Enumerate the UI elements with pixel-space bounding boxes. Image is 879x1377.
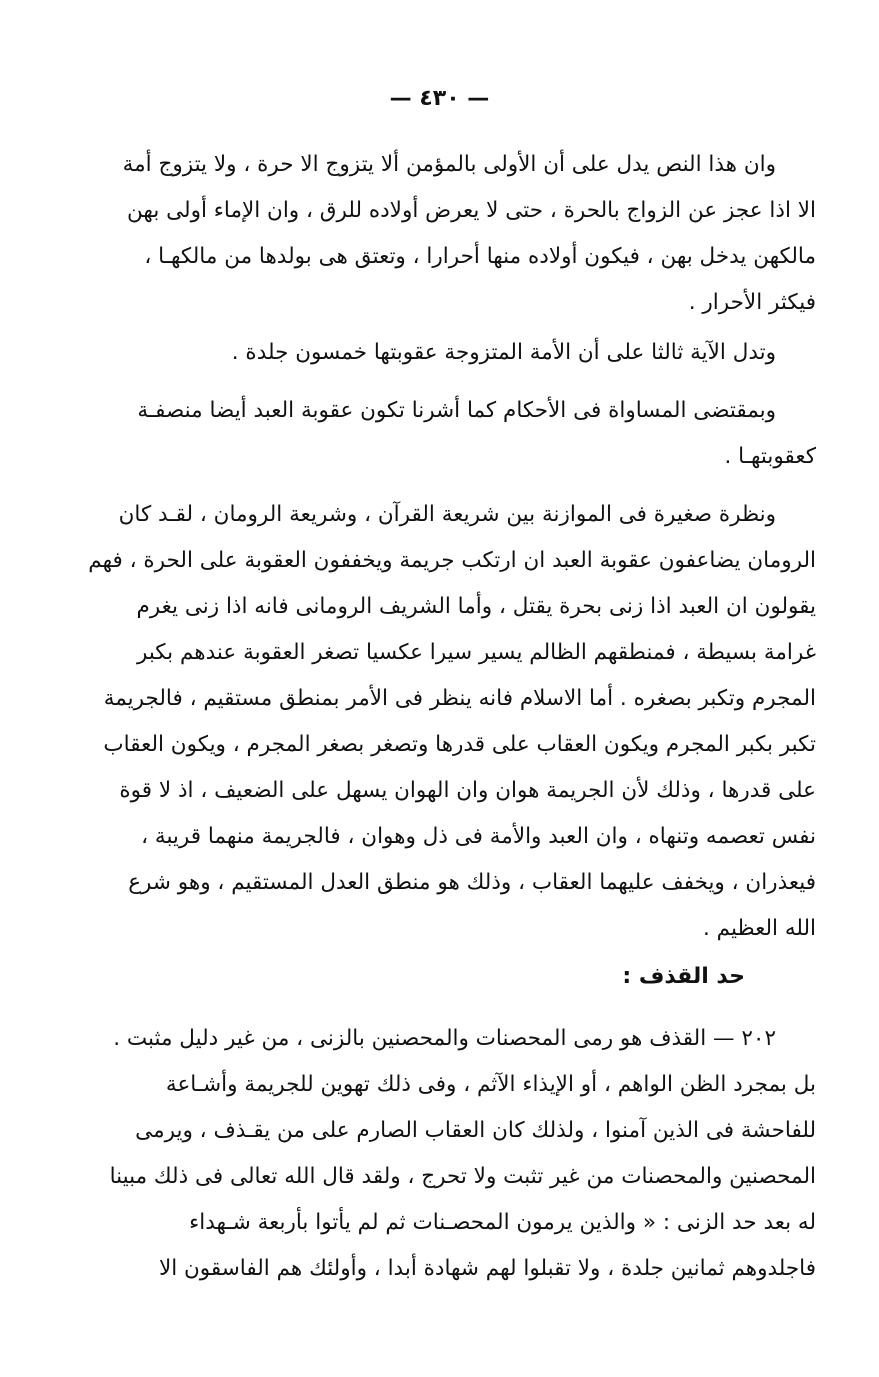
page-number: — ٤٣٠ — xyxy=(389,86,490,111)
text-line: الرومان يضاعفون عقوبة العبد ان ارتكب جريمة ويخففون العقوبة على الحرة ، فهم xyxy=(88,548,816,573)
text-line: الا اذا عجز عن الزواج بالحرة ، حتى لا يعرض أولاده للرق ، وان الإماء أولى بهن xyxy=(127,198,816,223)
paragraph-4 xyxy=(72,492,816,952)
paragraph-3 xyxy=(72,388,816,480)
text-line: يقولون ان العبد اذا زنى بحرة يقتل ، وأما الشريف الرومانى فانه اذا زنى يغرم xyxy=(136,594,816,619)
text-line: بل بمجرد الظن الواهم ، أو الإيذاء الآثم ، وفى ذلك تهوين للجريمة وأشـاعة xyxy=(165,1072,816,1097)
text-line: للفاحشة فى الذين آمنوا ، ولذلك كان العقاب الصارم على من يقـذف ، ويرمى xyxy=(135,1118,816,1143)
paragraph-5 xyxy=(72,1016,816,1292)
text-line: وتدل الآية ثالثا على أن الأمة المتزوجة عقوبتها خمسون جلدة . xyxy=(231,340,776,365)
text-line: المحصنين والمحصنات من غير تثبت ولا تحرج ، ولقد قال الله تعالى فى ذلك مبينا xyxy=(109,1164,816,1189)
text-line: وبمقتضى المساواة فى الأحكام كما أشرنا تكون عقوبة العبد أيضا منصفـة xyxy=(137,398,776,423)
text-line: فيكثر الأحرار . xyxy=(688,290,816,315)
paragraph-2 xyxy=(72,330,816,376)
text-line: كعقوبتهـا . xyxy=(724,444,816,469)
text-line: فاجلدوهم ثمانين جلدة ، ولا تقبلوا لهم شهادة أبدا ، وأولئك هم الفاسقون الا xyxy=(158,1256,816,1281)
text-line: فيعذران ، ويخفف عليهما العقاب ، وذلك هو منطق العدل المستقيم ، وهو شرع xyxy=(128,870,816,895)
text-line: وان هذا النص يدل على أن الأولى بالمؤمن ألا يتزوج الا حرة ، ولا يتزوج أمة xyxy=(122,152,776,177)
text-line: ٢٠٢ — القذف هو رمى المحصنات والمحصنين بالزنى ، من غير دليل مثبت . xyxy=(113,1026,776,1051)
text-line: على قدرها ، وذلك لأن الجريمة هوان وان الهوان يسهل على الضعيف ، اذ لا قوة xyxy=(119,778,816,803)
text-line: نفس تعصمه وتنهاه ، وان العبد والأمة فى ذل وهوان ، فالجريمة منهما قريبة ، xyxy=(141,824,816,849)
section-heading: حد القذف : xyxy=(622,964,745,989)
text-line: له بعد حد الزنى : « والذين يرمون المحصـنات ثم لم يأتوا بأربعة شـهداء xyxy=(189,1210,816,1235)
paragraph-1 xyxy=(72,142,816,326)
text-line: ونظرة صغيرة فى الموازنة بين شريعة القرآن ، وشريعة الرومان ، لقـد كان xyxy=(118,502,776,527)
text-line: المجرم وتكبر بصغره . أما الاسلام فانه ينظر فى الأمر بمنطق مستقيم ، فالجريمة xyxy=(103,686,816,711)
text-line: غرامة بسيطة ، فمنطقهم الظالم يسير سيرا عكسيا تصغر العقوبة عندهم بكبر xyxy=(136,640,816,665)
text-line: مالكهن يدخل بهن ، فيكون أولاده منها أحرارا ، وتعتق هى بولدها من مالكهـا ، xyxy=(144,244,816,269)
text-line: تكبر بكبر المجرم ويكون العقاب على قدرها وتصغر بصغر المجرم ، ويكون العقاب xyxy=(103,732,816,757)
text-line: الله العظيم . xyxy=(702,916,816,941)
